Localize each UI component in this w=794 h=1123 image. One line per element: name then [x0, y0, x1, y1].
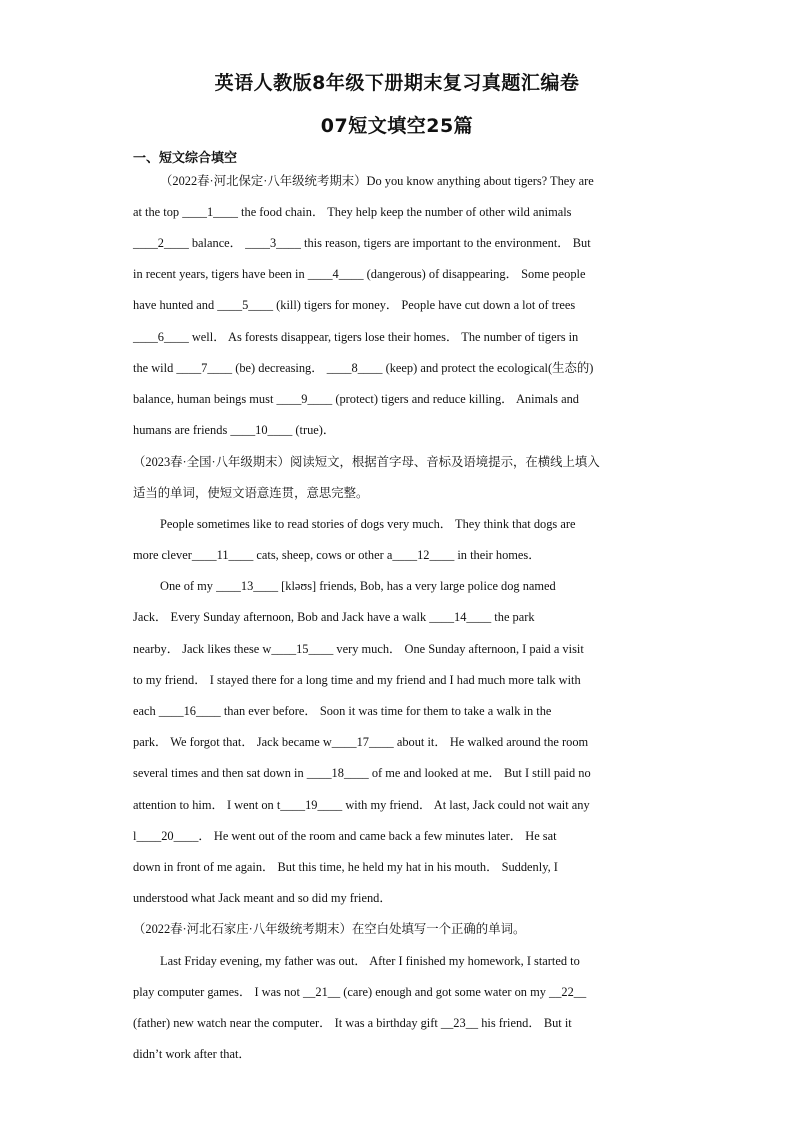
passage-line: （2022春·河北保定·八年级统考期末）Do you know anything about tigers? They are: [160, 174, 594, 188]
passage-line: humans are friends ____10____ (true)．: [133, 423, 336, 437]
passage-line: Last Friday evening, my father was out． After I finished my homework, I started to: [160, 954, 580, 968]
passage-line: understood what Jack meant and so did my friend．: [133, 891, 392, 905]
document-title: 英语人教版8年级下册期末复习真题汇编卷: [214, 72, 580, 94]
passage-line: each ____16____ than ever before． Soon it was time for them to take a walk in the: [133, 704, 552, 718]
source-line: （2023春·全国·八年级期末）阅读短文，根据首字母、音标及语境提示，在横线上填入: [133, 455, 600, 469]
passage-line: at the top ____1____ the food chain． They help keep the number of other wild animals: [133, 205, 572, 219]
passage-line: have hunted and ____5____ (kill) tigers for money． People have cut down a lot of trees: [133, 298, 576, 312]
passage-line: more clever____11____ cats, sheep, cows or other a____12____ in their homes．: [133, 548, 541, 562]
passage-line: nearby． Jack likes these w____15____ very much． One Sunday afternoon, I paid a visit: [133, 642, 584, 656]
passage-line: several times and then sat down in ____18____ of me and looked at me． But I still paid no: [133, 766, 591, 780]
passage-line: park． We forgot that． Jack became w____17____ about it． He walked around the room: [133, 735, 589, 749]
passage-line: l____20____． He went out of the room and came back a few minutes later． He sat: [133, 829, 557, 843]
passage-line: People sometimes like to read stories of dogs very much． They think that dogs are: [160, 517, 576, 531]
passage-line: ____6____ well． As forests disappear, tigers lose their homes． The number of tigers in: [133, 330, 579, 344]
passage-line: attention to him． I went on t____19____ with my friend． At last, Jack could not wait any: [133, 798, 590, 812]
document-subtitle: 07短文填空25篇: [320, 115, 474, 137]
passage-line: Jack． Every Sunday afternoon, Bob and Jack have a walk ____14____ the park: [133, 610, 535, 624]
passage-line: didn’t work after that．: [133, 1047, 251, 1061]
passage-line: (father) new watch near the computer． It was a birthday gift __23__ his friend． But it: [133, 1016, 572, 1030]
passage-line: One of my ____13____ [kləʊs] friends, Bob, has a very large police dog named: [160, 579, 556, 593]
passage-line: in recent years, tigers have been in ____4____ (dangerous) of disappearing． Some people: [133, 267, 586, 281]
passage-line: ____2____ balance． ____3____ this reason, tigers are important to the environment． But: [133, 236, 591, 250]
instruction-line: 适当的单词，使短文语意连贯，意思完整。: [133, 486, 369, 500]
passage-line: play computer games． I was not __21__ (care) enough and got some water on my __22__: [133, 985, 587, 999]
passage-line: balance, human beings must ____9____ (protect) tigers and reduce killing． Animals and: [133, 392, 579, 406]
source-line: （2022春·河北石家庄·八年级统考期末）在空白处填写一个正确的单词。: [133, 922, 526, 936]
passage-line: to my friend． I stayed there for a long time and my friend and I had much more talk with: [133, 673, 581, 687]
passage-line: down in front of me again． But this time, he held my hat in his mouth． Suddenly, I: [133, 860, 558, 874]
section-heading: 一、短文综合填空: [133, 151, 238, 166]
passage-line: the wild ____7____ (be) decreasing． ____8____ (keep) and protect the ecological(生态的): [133, 361, 594, 375]
